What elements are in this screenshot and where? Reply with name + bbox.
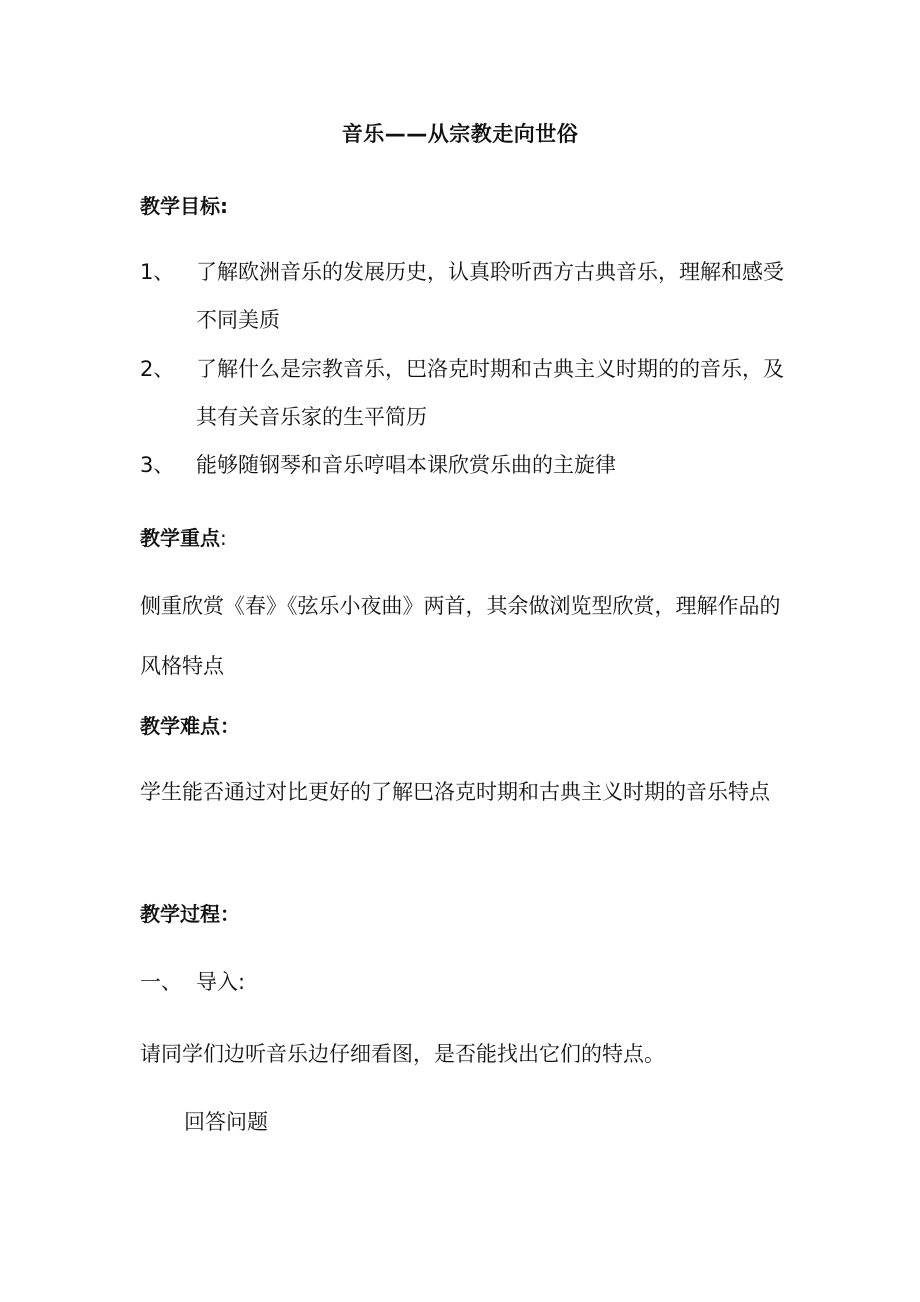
difficulties-text: 学生能否通过对比更好的了解巴洛克时期和古典主义时期的音乐特点 [140,780,770,804]
objectives-heading [140,190,228,219]
process-heading-label: 教学过程 [140,902,220,926]
objective-item-3 [140,441,800,489]
objective-text: 了解什么是宗教音乐，巴洛克时期和古典主义时期的的音乐，及其有关音乐家的生平简历 [196,357,784,429]
objective-number: 1、 [140,260,175,284]
process-intro-text: 请同学们边听音乐边仔细看图，是否能找出它们的特点。 [140,1042,665,1066]
objectives-heading-colon: : [220,194,228,218]
objectives-heading-label: 教学目标 [140,194,220,218]
difficulties-heading-colon: ： [220,714,240,738]
key-points-heading [140,522,227,551]
step-number: 一、 [140,970,182,994]
objective-item-1 [140,248,800,344]
step-label: 导入: [196,970,246,994]
document-title: 音乐——从宗教走向世俗 [341,122,579,146]
process-heading-colon: ： [220,902,240,926]
difficulties-heading [140,710,240,739]
objective-item-2 [140,345,800,441]
objective-number: 2、 [140,357,175,381]
difficulties-heading-label: 教学难点 [140,714,220,738]
objective-number: 3、 [140,453,175,477]
key-points-heading-label: 教学重点 [140,526,220,550]
objective-text: 了解欧洲音乐的发展历史，认真聆听西方古典音乐，理解和感受不同美质 [196,260,784,332]
key-points-text: 侧重欣赏《春》《弦乐小夜曲》两首，其余做浏览型欣赏，理解作品的风格特点 [140,594,781,678]
objective-text: 能够随钢琴和音乐哼唱本课欣赏乐曲的主旋律 [196,453,616,477]
process-heading [140,898,240,927]
process-step-1 [140,966,245,996]
answer-text: 回答问题 [184,1110,268,1134]
key-points-heading-colon: : [220,526,227,550]
